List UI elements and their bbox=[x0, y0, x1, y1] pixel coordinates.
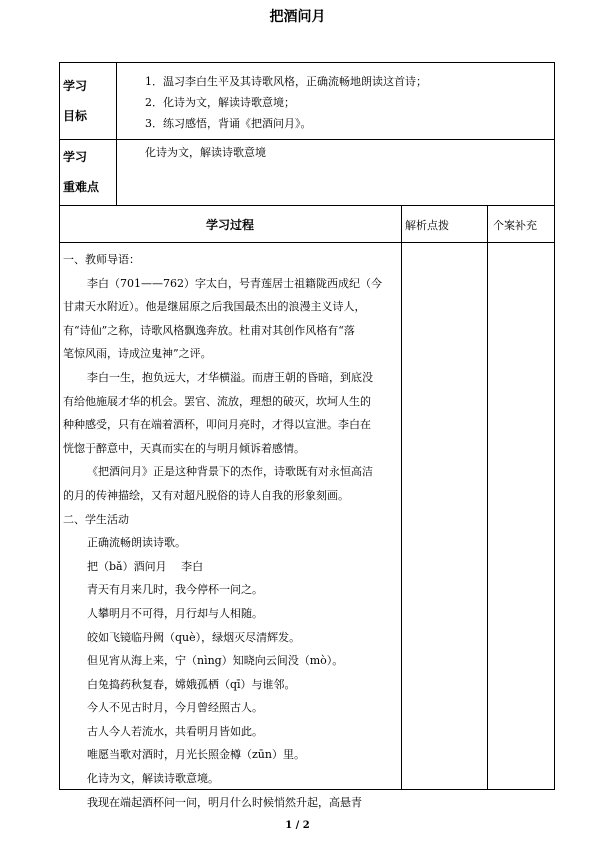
content-line: 我现在端起酒杯问一问，明月什么时候悄然升起，高悬青 bbox=[87, 795, 362, 809]
content-line: 青天有月来几时，我今停杯一问之。 bbox=[87, 583, 263, 597]
objectives-label-line2: 目标 bbox=[63, 109, 88, 123]
content-line: 甘肃天水附近）。他是继屈原之后我国最杰出的浪漫主义诗人， bbox=[63, 300, 366, 314]
keypoints-text: 化诗为文，解读诗歌意境 bbox=[145, 146, 266, 159]
content-line: 《把酒问月》正是这种背景下的杰作，诗歌既有对永恒高洁 bbox=[87, 465, 373, 479]
content-line: 人攀明月不可得，月行却与人相随。 bbox=[87, 606, 263, 620]
row-divider-process-header bbox=[59, 242, 555, 243]
analysis-column-header: 解析点拨 bbox=[405, 219, 449, 232]
supplement-column-divider bbox=[487, 205, 488, 790]
keypoints-label-line2: 重难点 bbox=[63, 180, 100, 194]
content-line: 正确流畅朗读诗歌。 bbox=[87, 536, 186, 550]
content-line: 古人今人若流水，共看明月皆如此。 bbox=[87, 724, 263, 738]
content-line: 有“诗仙”之称，诗歌风格飘逸奔放。杜甫对其创作风格有“落 bbox=[63, 323, 355, 337]
content-line: 恍惚于醉意中，天真而实在的与明月倾诉着感情。 bbox=[63, 441, 305, 455]
objective-item: 2．化诗为文，解读诗歌意境； bbox=[145, 96, 295, 109]
label-column-divider bbox=[116, 62, 117, 205]
page-title: 把酒问月 bbox=[269, 9, 326, 25]
content-line: 李白一生，抱负远大，才华横溢。而唐王朝的昏暗，到底没 bbox=[87, 370, 373, 384]
content-line: 李白（701——762）字太白，号青莲居士祖籍陇西成纪（今 bbox=[87, 276, 382, 290]
content-line: 种种感受，只有在端着酒杯，叩问月亮时，才得以宣泄。李白在 bbox=[63, 418, 371, 432]
content-line: 把（bǎ）酒问月 李白 bbox=[87, 559, 204, 573]
content-line: 化诗为文，解读诗歌意境。 bbox=[87, 772, 219, 786]
row-divider-objectives bbox=[59, 139, 555, 140]
row-divider-keypoints bbox=[59, 205, 555, 206]
content-line: 皎如飞镜临丹阙（què），绿烟灭尽清辉发。 bbox=[87, 630, 301, 644]
objective-item: 1．温习李白生平及其诗歌风格，正确流畅地朗读这首诗； bbox=[145, 75, 427, 88]
content-line: 唯愿当歌对酒时，月光长照金樽（zūn）里。 bbox=[87, 748, 305, 762]
process-content bbox=[63, 248, 397, 814]
objective-item: 3．练习感悟，背诵《把酒问月》。 bbox=[145, 117, 312, 130]
content-line: 二、学生活动 bbox=[63, 512, 129, 526]
content-line: 一、教师导语： bbox=[63, 253, 140, 266]
objectives-label-line1: 学习 bbox=[63, 79, 88, 93]
content-line: 但见宵从海上来，宁（nìng）知晓向云间没（mò）。 bbox=[87, 654, 344, 668]
content-line: 有给他施展才华的机会。罢官、流放，理想的破灭，坎坷人生的 bbox=[63, 394, 371, 408]
content-line: 笔惊风雨，诗成泣鬼神”之评。 bbox=[63, 347, 212, 361]
analysis-column-divider bbox=[401, 205, 402, 790]
supplement-column-header: 个案补充 bbox=[493, 219, 537, 232]
content-line: 今人不见古时月，今月曾经照古人。 bbox=[87, 701, 263, 715]
content-line: 白兔捣药秋复春，嫦娥孤栖（qī）与谁邻。 bbox=[87, 677, 296, 691]
keypoints-label-line1: 学习 bbox=[63, 150, 88, 164]
process-header: 学习过程 bbox=[205, 218, 254, 232]
page-number: 1 / 2 bbox=[285, 820, 310, 831]
content-line: 的月的传神描绘，又有对超凡脱俗的诗人自我的形象刻画。 bbox=[63, 488, 349, 502]
